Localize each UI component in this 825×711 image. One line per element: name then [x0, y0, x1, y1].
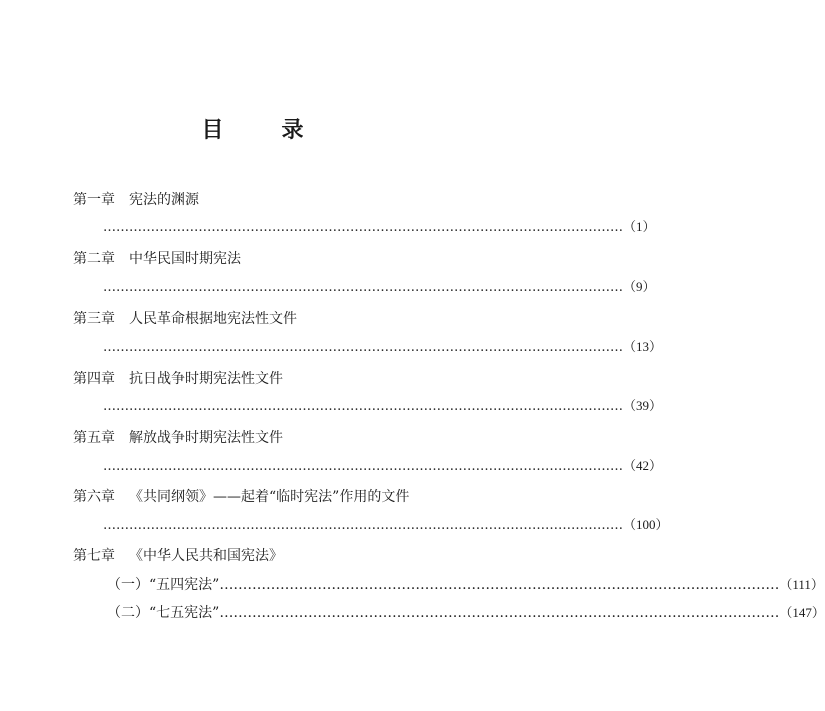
chapter-number: 第六章	[73, 489, 115, 505]
toc-entry-chapter-2[interactable]	[73, 250, 241, 268]
chapter-title: 人民革命根据地宪法性文件	[129, 311, 297, 327]
page-number: （1）	[623, 219, 656, 234]
page-number: （13）	[623, 339, 663, 354]
toc-subentry-2[interactable]	[107, 604, 825, 622]
leader-dots: …………………………………………………………………………………………………………	[103, 340, 623, 355]
toc-entry-chapter-4[interactable]	[73, 370, 283, 388]
leader-dots: …………………………………………………………………………………………………………	[219, 577, 780, 593]
leader-dots: …………………………………………………………………………………………………………	[103, 220, 623, 235]
chapter-title: 抗日战争时期宪法性文件	[129, 371, 283, 387]
leader-dots: …………………………………………………………………………………………………………	[103, 518, 623, 533]
toc-entry-chapter-1[interactable]	[73, 191, 199, 209]
toc-leader-chapter-3	[103, 339, 663, 356]
toc-leader-chapter-1	[103, 219, 656, 236]
leader-dots: …………………………………………………………………………………………………………	[103, 399, 623, 414]
chapter-number: 第三章	[73, 311, 115, 327]
toc-entry-chapter-6[interactable]	[73, 488, 409, 506]
chapter-number: 第五章	[73, 430, 115, 446]
toc-leader-chapter-6	[103, 517, 669, 534]
chapter-number: 第一章	[73, 192, 115, 208]
toc-entry-chapter-3[interactable]	[73, 310, 297, 328]
toc-subentry-1[interactable]	[107, 576, 824, 594]
chapter-number: 第七章	[73, 548, 115, 564]
toc-entry-chapter-5[interactable]	[73, 429, 283, 447]
page-number: （42）	[623, 458, 663, 473]
toc-leader-chapter-5	[103, 458, 663, 475]
leader-dots: …………………………………………………………………………………………………………	[103, 280, 623, 295]
page-number: （111）	[779, 577, 824, 592]
leader-dots: …………………………………………………………………………………………………………	[103, 459, 623, 474]
chapter-title: 宪法的渊源	[129, 192, 199, 208]
chapter-number: 第四章	[73, 371, 115, 387]
page-number: （147）	[779, 605, 825, 620]
subentry-label: （一）“五四宪法”	[107, 577, 220, 593]
page-number: （100）	[623, 517, 669, 532]
chapter-title: 《中华人民共和国宪法》	[129, 548, 283, 564]
page-number: （39）	[623, 398, 663, 413]
toc-entry-chapter-7[interactable]	[73, 547, 283, 565]
chapter-title: 解放战争时期宪法性文件	[129, 430, 283, 446]
leader-dots: …………………………………………………………………………………………………………	[219, 605, 780, 621]
toc-leader-chapter-4	[103, 398, 663, 415]
page-title: 目 录	[201, 117, 322, 143]
chapter-title: 中华民国时期宪法	[129, 251, 241, 267]
subentry-label: （二）“七五宪法”	[107, 605, 220, 621]
toc-leader-chapter-2	[103, 279, 656, 296]
page-number: （9）	[623, 279, 656, 294]
chapter-title: 《共同纲领》——起着“临时宪法”作用的文件	[129, 489, 410, 505]
chapter-number: 第二章	[73, 251, 115, 267]
